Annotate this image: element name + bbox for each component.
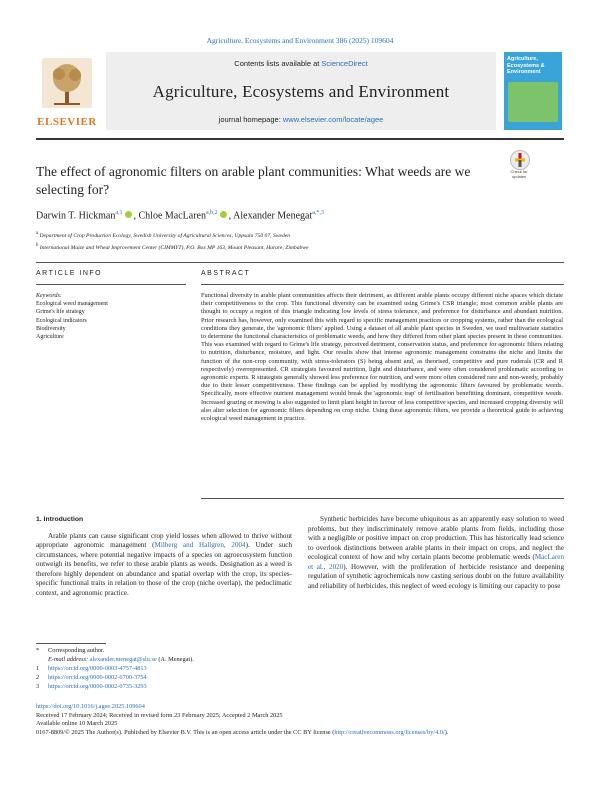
footnote-marker: 2 bbox=[36, 673, 40, 681]
paragraph bbox=[308, 515, 564, 591]
section-title: 1. Introduction bbox=[36, 516, 84, 523]
footnotes bbox=[36, 647, 336, 692]
footnote-marker: 3 bbox=[36, 682, 40, 690]
orcid-icon[interactable] bbox=[125, 211, 132, 218]
affiliation-list bbox=[36, 229, 309, 253]
homepage-prefix: journal homepage: bbox=[218, 115, 283, 124]
orcid-link[interactable]: https://orcid.org/0000-0002-6700-3754 bbox=[48, 673, 147, 681]
affiliation-marker: a bbox=[36, 231, 39, 236]
keywords-block bbox=[36, 292, 186, 341]
cover-title: Agriculture, Ecosystems & Environment bbox=[507, 56, 545, 75]
license-link[interactable]: http://creativecommons.org/licenses/by/4.0/ bbox=[334, 728, 445, 736]
license-text: ). bbox=[444, 728, 449, 736]
citation-link[interactable]: MacLaren et al., 2020 bbox=[308, 553, 564, 571]
orcid-link[interactable]: https://orcid.org/0000-0002-0735-3293 bbox=[48, 682, 147, 690]
cover-image bbox=[508, 82, 558, 122]
footnote-orcid bbox=[36, 683, 336, 692]
footnote-text: (A. Menegat). bbox=[156, 655, 194, 663]
keyword: Agriculture bbox=[36, 334, 64, 341]
keyword: Ecological indicators bbox=[36, 317, 87, 324]
keyword: Ecological weed management bbox=[36, 301, 108, 308]
article-info-heading: ARTICLE INFO bbox=[36, 270, 103, 277]
paragraph-text: ). However, with the proliferation of herbicide resistance and deepening regulation of synthetic agrochemicals now casting serious doubt on the future availability and reliability of herbicides, this neglect of weed ecology is limiting our capacity to pose bbox=[308, 562, 564, 590]
paragraph-text: Synthetic herbicides have become ubiquitous as an apparently easy solution to weed problems, but they indiscriminately remove arable plants from fields, including those with a negligible or positive impact on crop production. This has historically lead science to overlook distinctions between arable plants in their impact on crops, and neglect the ecological context of how and why certain plants become problematic weeds ( bbox=[308, 515, 564, 562]
elsevier-tree-icon bbox=[42, 58, 92, 108]
doi-link[interactable]: https://doi.org/10.1016/j.agee.2025.109604 bbox=[36, 703, 145, 710]
paragraph-text: ). Under such circumstances, where potential negative impacts of a species on agroecosystem function outweigh its benefits, we refer to these arable plants as weeds. Designation as a weed is therefore highly dependent on abundance and spatial overlap with the crop, its species-specific functional traits in relation to those of the crop (niche overlap), the pedoclimatic context, and agronomic practice. bbox=[36, 541, 292, 597]
article-info-rule bbox=[36, 284, 186, 285]
sciencedirect-link[interactable]: ScienceDirect bbox=[321, 59, 368, 68]
journal-masthead bbox=[36, 52, 564, 132]
author-name[interactable]: Chloe MacLaren bbox=[138, 210, 206, 222]
footnote-email bbox=[36, 656, 336, 665]
homepage-link[interactable]: www.elsevier.com/locate/agee bbox=[282, 115, 384, 124]
publication-info bbox=[36, 703, 564, 737]
homepage-line bbox=[106, 115, 496, 124]
elsevier-logo[interactable] bbox=[36, 54, 98, 130]
author-affil-marker[interactable]: a,*,3 bbox=[312, 210, 324, 216]
author-list: Darwin T. Hickman$^{a,1}$ , Chloe MacLaren$^{a,b,2}$ , Alexander Menegat$^{a,*,3}$ bbox=[36, 210, 324, 222]
journal-reference[interactable]: Agriculture, Ecosystems and Environment 386 (2025) 109604 bbox=[206, 36, 394, 45]
crossmark-label: Check for updates bbox=[510, 169, 528, 179]
author-affil-marker[interactable]: a,b,2 bbox=[206, 210, 218, 216]
citation-link[interactable]: Milberg and Hallgren, 2004 bbox=[154, 541, 246, 550]
publisher-wordmark: ELSEVIER bbox=[37, 116, 97, 128]
orcid-icon[interactable] bbox=[220, 211, 227, 218]
article-title: The effect of agronomic filters on arable plant communities: What weeds are we selecting for? bbox=[36, 164, 471, 197]
affiliation-text: International Maize and Wheat Improvement Center (CIMMYT), P.O. Box MP 163, Mount Pleasant, Harare, Zimbabwe bbox=[39, 244, 309, 251]
license-line bbox=[36, 729, 564, 738]
license-text: 0167-8809/© 2025 The Author(s). Published by Elsevier B.V. This is an open access article under the CC BY license ( bbox=[36, 728, 335, 736]
affiliation bbox=[36, 229, 309, 241]
footnote-corresponding bbox=[36, 647, 336, 656]
footnote-orcid bbox=[36, 665, 336, 674]
author-affil-marker[interactable]: a,1 bbox=[115, 210, 123, 216]
header-divider bbox=[36, 138, 564, 140]
abstract-end-rule bbox=[201, 498, 564, 499]
crossmark-badge[interactable] bbox=[504, 150, 534, 180]
paragraph-text: Arable plants can cause significant crop yield losses when allowed to thrive without appropriate agronomic management ( bbox=[36, 531, 292, 550]
journal-title: Agriculture, Ecosystems and Environment bbox=[152, 82, 450, 101]
contents-prefix: Contents lists available at bbox=[234, 59, 322, 68]
email-label: E-mail address: bbox=[48, 655, 90, 663]
keyword: Biodiversity bbox=[36, 325, 66, 332]
paragraph bbox=[36, 532, 292, 599]
abstract-text: Functional diversity in arable plant communities affects their detriment, as different arable plants occupy different niche spaces which dictate their competitiveness to the crop. This functional diversity can be examined using Grime's CSR triangle; most common arable plants are thought to occupy a region of this triangle indicating low levels of stress tolerance, and preference for disturbance and abundant nutrition. Prior research has, however, only examined this with regard to specific management practices or cropping systems, rather than the ecological conditions they generate, the 'agronomic filters' applied. Using a dataset of all arable plant species in Sweden, we used multivariate statistics to determine the functional characteristics of problematic weeds, and how they differed from other plant species present in these communities. This was examined with regard to Grime's life strategy, perceived detriment, conservation status, and preference for agronomic filters relating to nutrition, disturbance, moisture, and light. Our results show that intense agronomic management constrains the niche and limits the function of the non-crop community, with stress-tolerators (S) being absent and, as theorised, competitive and pure ruderals (CR and R respectively) overrepresented. CR strategists favoured nutrition, light and disturbance, and were often considered problematic according to agronomic experts. R strategists generally showed less preference for nutrition, and were more often considered rare and non-weedy, probably due to their lesser competitiveness. These findings can be applied by modifying the agronomic filters favoured by problematic weeds. Specifically, more effective nutrient management would break the 'agronomic trap' of fertilisation benefitting dominant, competitive weeds. Increased grazing or mowing is also suggested to limit plant height in favour of less competitive species, and increased cropping diversity will also alter selection for agronomic filters depending on crop niche. Using these agronomic filters, we provide a theoretical guide to achieving ecological weed management in practice. bbox=[201, 292, 563, 423]
author-name[interactable]: Darwin T. Hickman bbox=[36, 210, 116, 222]
email-link[interactable]: alexander.menegat@slu.se bbox=[89, 655, 157, 663]
masthead-banner bbox=[106, 52, 496, 130]
abstract-rule bbox=[201, 284, 564, 285]
affiliation-marker: b bbox=[36, 242, 39, 248]
affiliation-divider bbox=[36, 262, 564, 263]
crossmark-icon bbox=[510, 150, 530, 170]
footnote-text: Corresponding author. bbox=[48, 647, 105, 654]
footnote-orcid bbox=[36, 674, 336, 683]
journal-cover-thumbnail[interactable] bbox=[504, 52, 562, 130]
affiliation bbox=[36, 241, 309, 253]
asterisk-marker: * bbox=[36, 647, 40, 654]
received-dates: Received 17 February 2024; Received in revised form 23 February 2025; Accepted 2 March 2025 bbox=[36, 711, 283, 719]
orcid-link[interactable]: https://orcid.org/0000-0003-4757-4813 bbox=[48, 664, 147, 672]
available-online: Available online 10 March 2025 bbox=[36, 720, 118, 728]
abstract-heading: ABSTRACT bbox=[201, 270, 251, 277]
keyword: Grime's life strategy bbox=[36, 309, 85, 316]
keywords-label: Keywords: bbox=[36, 293, 62, 299]
body-column-right bbox=[308, 515, 564, 591]
contents-line bbox=[106, 59, 496, 68]
author-name[interactable]: Alexander Menegat bbox=[233, 210, 313, 222]
footnote-rule bbox=[36, 643, 106, 644]
affiliation-text: Department of Crop Production Ecology, Swedish University of Agricultural Sciences, Uppsala 750 07, Sweden bbox=[39, 232, 291, 239]
footnote-marker: 1 bbox=[36, 664, 40, 672]
body-column-left bbox=[36, 515, 292, 598]
